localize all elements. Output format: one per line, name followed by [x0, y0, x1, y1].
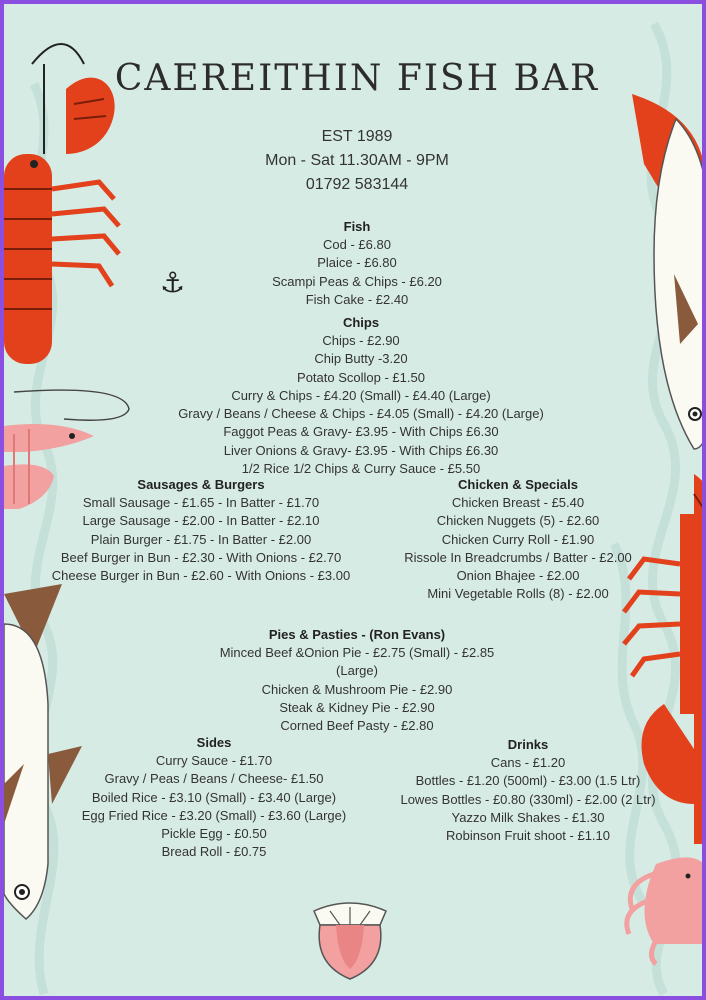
section-chips: [4, 314, 706, 478]
menu-item: Chicken Nuggets (5) - £2.60: [436, 513, 600, 529]
menu-item: Rissole In Breadcrumbs / Batter - £2.00: [404, 549, 632, 565]
menu-item: Cheese Burger in Bun - £2.60 - With Onions - £3.00: [51, 568, 351, 584]
menu-item: Beef Burger in Bun - £2.30 - With Onions - £2.70: [60, 549, 342, 565]
page-title: CAEREITHIN FISH BAR: [114, 58, 600, 99]
menu-item: Mini Vegetable Rolls (8) - £2.00: [427, 586, 609, 602]
section-sausages-burgers: [18, 476, 384, 585]
opening-hours: Mon - Sat 11.30AM - 9PM: [265, 152, 449, 169]
menu-item: Onion Bhajee - £2.00: [456, 568, 580, 584]
crab-icon: [627, 857, 706, 964]
menu-item: Robinson Fruit shoot - £1.10: [445, 828, 611, 844]
section-drinks: [380, 736, 676, 845]
menu-item: Lowes Bottles - £0.80 (330ml) - £2.00 (2 Ltr): [400, 791, 656, 807]
menu-item: Boiled Rice - £3.10 (Small) - £3.40 (Large): [91, 789, 337, 805]
menu-item: Minced Beef &Onion Pie - £2.75 (Small) - £2.85: [219, 645, 495, 660]
section-heading: Sides: [196, 735, 232, 750]
section-heading: Fish: [343, 219, 371, 234]
section-pies-pasties: [4, 626, 706, 735]
menu-item: Curry & Chips - £4.20 (Small) - £4.40 (Large): [231, 387, 491, 403]
menu-item: Gravy / Peas / Beans / Cheese- £1.50: [104, 771, 324, 787]
section-sides: [44, 734, 384, 862]
menu-item: Corned Beef Pasty - £2.80: [280, 718, 434, 734]
menu-item: Pickle Egg - £0.50: [161, 826, 267, 842]
section-heading: Chicken & Specials: [458, 477, 578, 492]
menu-item: Curry Sauce - £1.70: [155, 753, 273, 768]
menu-item: Liver Onions & Gravy- £3.95 - With Chips £6.30: [223, 442, 499, 458]
menu-item: Chip Butty -3.20: [314, 351, 408, 367]
section-heading: Pies & Pasties - (Ron Evans): [268, 627, 446, 642]
section-fish: [4, 218, 706, 309]
seashell-icon: [314, 903, 386, 979]
menu-item: Scampi Peas & Chips - £6.20: [272, 273, 442, 289]
menu-item: Gravy / Beans / Cheese & Chips - £4.05 (Small) - £4.20 (Large): [178, 406, 544, 422]
menu-item: Chips - £2.90: [322, 333, 400, 348]
menu-item: Chicken Breast - £5.40: [451, 495, 585, 510]
menu-item: Bottles - £1.20 (500ml) - £3.00 (1.5 Ltr): [415, 773, 641, 789]
phone-number: 01792 583144: [305, 176, 409, 193]
section-chicken-specials: [376, 476, 660, 604]
menu-item: Fish Cake - £2.40: [305, 291, 409, 307]
anchor-icon: ⚓: [160, 267, 186, 298]
menu-item: Plain Burger - £1.75 - In Batter - £2.00: [90, 531, 312, 547]
menu-item: Faggot Peas & Gravy- £3.95 - With Chips £6.30: [223, 424, 499, 440]
menu-item: Chicken & Mushroom Pie - £2.90: [261, 681, 453, 697]
section-heading: Drinks: [507, 737, 549, 752]
menu-item: 1/2 Rice 1/2 Chips & Curry Sauce - £5.50: [241, 461, 481, 477]
menu-item: Chicken Curry Roll - £1.90: [441, 531, 595, 547]
established-text: EST 1989: [321, 128, 393, 145]
menu-item: (Large): [336, 663, 378, 679]
menu-item: Bread Roll - £0.75: [161, 844, 267, 860]
menu-item: Plaice - £6.80: [317, 255, 397, 271]
menu-item: Cans - £1.20: [490, 755, 566, 770]
menu-item: Steak & Kidney Pie - £2.90: [279, 699, 435, 715]
menu-item: Large Sausage - £2.00 - In Batter - £2.10: [82, 513, 320, 529]
menu-item: Egg Fried Rice - £3.20 (Small) - £3.60 (Large): [81, 807, 347, 823]
menu-item: Yazzo Milk Shakes - £1.30: [451, 809, 605, 825]
section-heading: Sausages & Burgers: [137, 477, 265, 492]
menu-item: Potato Scollop - £1.50: [297, 369, 425, 385]
menu-item: Small Sausage - £1.65 - In Batter - £1.70: [82, 495, 320, 510]
menu-item: Cod - £6.80: [323, 237, 391, 252]
section-heading: Chips: [342, 315, 380, 330]
